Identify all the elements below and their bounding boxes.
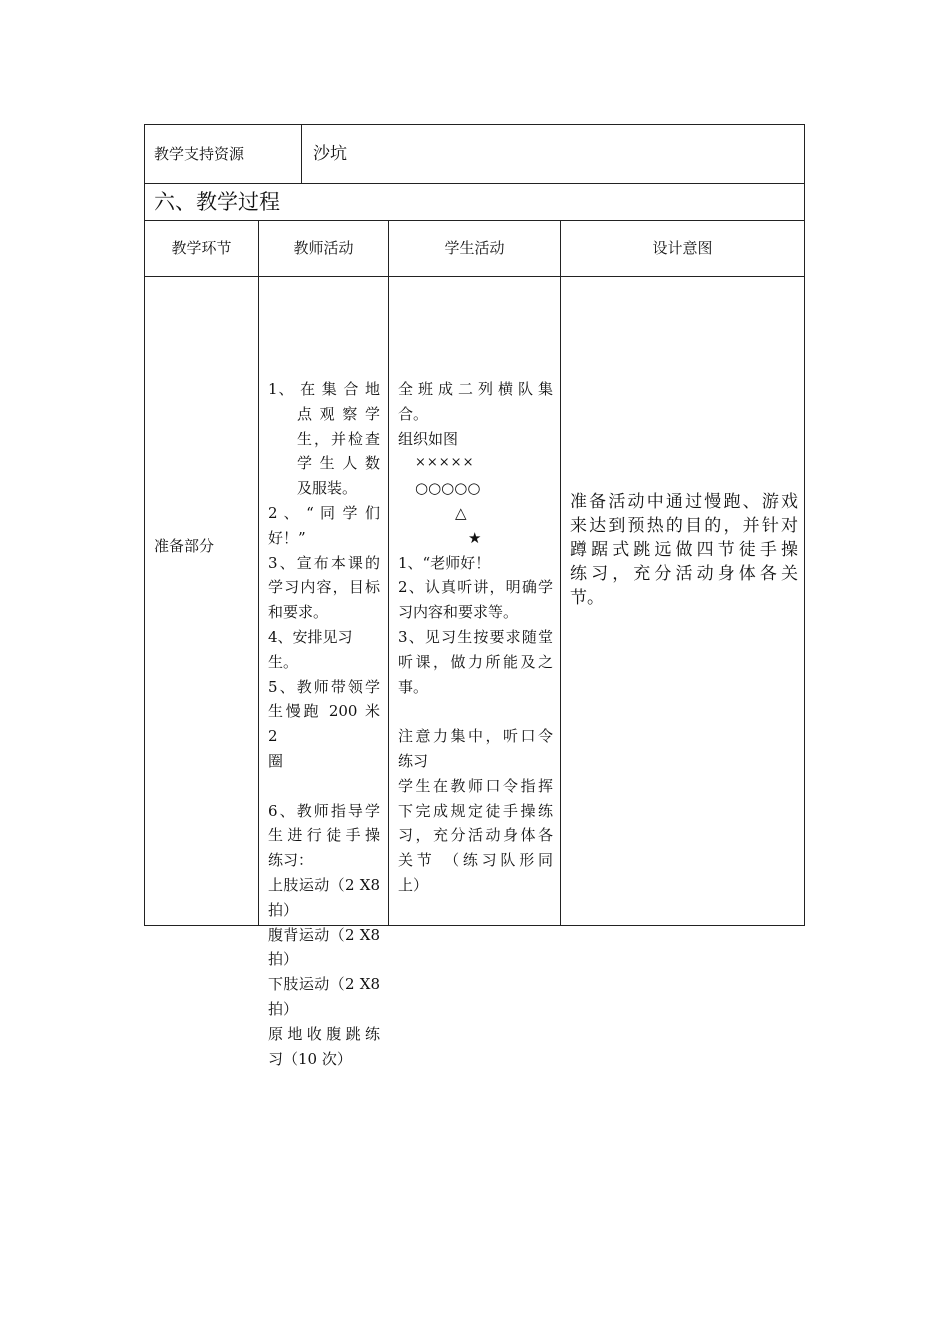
student-line: 习内容和要求等。	[398, 603, 519, 622]
design-line: 蹲踞式跳远做四节徒手操	[570, 540, 798, 560]
design-line: 来达到预热的目的，并针对	[570, 516, 798, 536]
blank-line	[268, 774, 380, 799]
teacher-line: 4、安排见习生。	[268, 627, 353, 671]
header-design: 设计意图	[652, 239, 713, 257]
teacher-line: 点 观 察 学	[297, 404, 380, 423]
header-divider	[145, 276, 804, 277]
teacher-line: 生慢跑 200 米 2	[268, 702, 380, 746]
section-title: 六、教学过程	[154, 190, 280, 214]
student-line: 习，充分活动身体各	[398, 826, 553, 845]
stage-label: 准备部分	[154, 537, 215, 555]
column-divider	[560, 221, 561, 925]
teacher-line: 1、 在 集 合 地	[268, 380, 380, 398]
student-line: 上）	[398, 875, 429, 894]
teacher-line: 学习内容，目标	[268, 578, 380, 597]
resource-label: 教学支持资源	[145, 125, 302, 183]
student-line: 听课，做力所能及之	[398, 652, 553, 671]
student-line: 注意力集中，听口令	[398, 727, 553, 746]
student-line: 1、“老师好！	[398, 553, 491, 572]
teacher-line: 上肢运动（2 X8	[268, 875, 380, 894]
formation-row-x: ×××××	[415, 455, 475, 471]
teacher-line: 好！”	[268, 528, 306, 547]
process-grid	[144, 221, 805, 1068]
teacher-line: 6、教师指导学	[268, 801, 380, 820]
teacher-line: 3、宣布本课的	[268, 553, 380, 572]
teacher-line: 5、教师带领学	[268, 677, 380, 696]
teacher-line: 下肢运动（2 X8	[268, 975, 380, 994]
teacher-line: 拍）	[268, 900, 299, 919]
column-divider	[258, 221, 259, 925]
design-line: 节。	[570, 588, 604, 608]
resource-row	[144, 124, 805, 184]
student-line: 事。	[398, 677, 429, 696]
teacher-activity	[268, 377, 380, 1071]
teacher-line: 拍）	[268, 999, 299, 1018]
teacher-line: 圈	[268, 751, 284, 770]
star-icon: ★	[468, 528, 482, 547]
teacher-line: 练习：	[268, 851, 314, 870]
formation-row-o: ○○○○○	[415, 479, 481, 498]
header-teacher: 教师活动	[293, 239, 354, 257]
teacher-line: 生进行徒手操	[268, 826, 380, 845]
student-line: 下完成规定徒手操练	[398, 801, 553, 820]
teacher-line: 生，并检查	[297, 429, 380, 448]
design-line: 练习，充分活动身体各关	[570, 564, 798, 584]
student-line: 关节 （练习队形同	[398, 851, 553, 870]
student-line: 2、认真听讲，明确学	[398, 578, 553, 597]
teacher-line: 拍）	[268, 950, 299, 969]
design-line: 准备活动中通过慢跑、游戏	[570, 492, 798, 512]
teacher-line: 习（10 次）	[268, 1049, 352, 1068]
section-row	[144, 184, 805, 221]
teacher-line: 2 、 “ 同 学 们	[268, 503, 380, 522]
student-line: 组织如图	[398, 429, 459, 448]
student-line: 练习	[398, 751, 429, 770]
student-line: 3、见习生按要求随堂	[398, 627, 553, 646]
student-line: 学生在教师口令指挥	[398, 776, 553, 795]
teacher-line: 及服装。	[297, 479, 358, 498]
teacher-line: 原地收腹跳练	[268, 1024, 380, 1043]
teacher-line: 腹背运动（2 X8	[268, 925, 380, 944]
student-line: 合。	[398, 404, 429, 423]
column-divider	[388, 221, 389, 925]
resource-value: 沙坑	[313, 144, 347, 164]
blank-line	[398, 699, 553, 724]
teacher-line: 和要求。	[268, 603, 329, 622]
lesson-plan-table	[144, 124, 805, 1068]
student-line: 全班成二列横队集	[398, 380, 553, 398]
teacher-position-icon: △	[455, 503, 467, 522]
header-stage: 教学环节	[171, 239, 232, 257]
student-activity	[398, 377, 553, 898]
teacher-line: 学 生 人 数	[297, 454, 380, 473]
header-student: 学生活动	[444, 239, 505, 257]
design-intent	[570, 490, 798, 610]
